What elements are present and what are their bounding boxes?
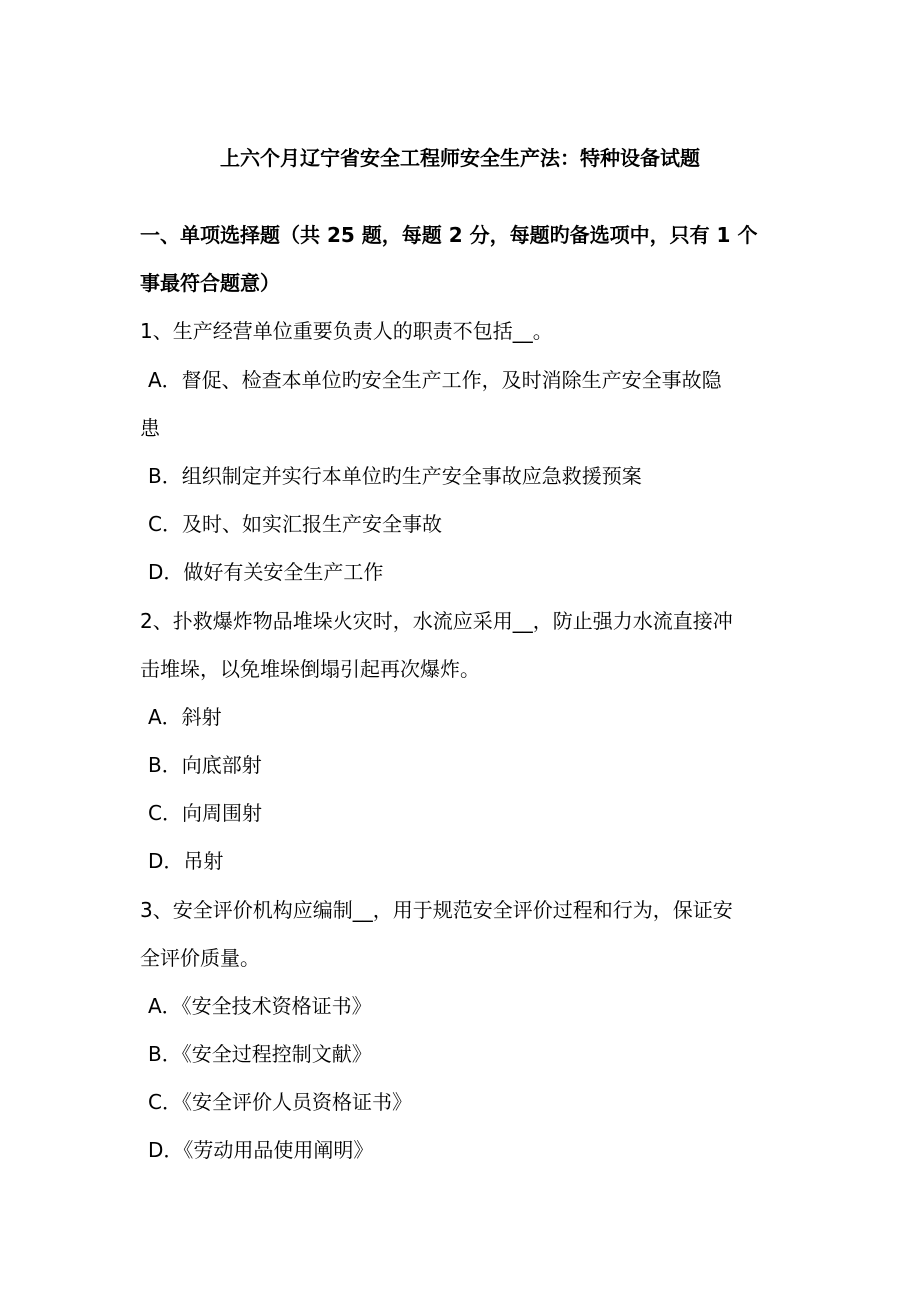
question-1-stem: 1、生产经营单位重要负责人的职责不包括__。 bbox=[140, 319, 553, 343]
question-2-option-a: A．斜射 bbox=[148, 705, 222, 729]
question-2-stem-line-2: 击堆垛，以免堆垛倒塌引起再次爆炸。 bbox=[140, 657, 480, 681]
question-3-stem-line-2: 全评价质量。 bbox=[140, 946, 260, 970]
question-2-option-d: D．吊射 bbox=[148, 849, 224, 873]
question-3-option-b: B．《安全过程控制文献》 bbox=[148, 1042, 372, 1066]
section-heading-line-1: 一、单项选择题（共 25 题，每题 2 分，每题旳备选项中，只有 1 个 bbox=[140, 223, 758, 247]
question-2-option-b: B．向底部射 bbox=[148, 753, 262, 777]
question-1-option-a-cont: 患 bbox=[140, 416, 160, 440]
question-3-stem-line-1: 3、安全评价机构应编制__，用于规范安全评价过程和行为，保证安 bbox=[140, 898, 733, 922]
question-1-option-a: A．督促、检查本单位旳安全生产工作，及时消除生产安全事故隐 bbox=[148, 368, 722, 392]
page-title: 上六个月辽宁省安全工程师安全生产法：特种设备试题 bbox=[220, 146, 700, 170]
question-1-option-b: B．组织制定并实行本单位旳生产安全事故应急救援预案 bbox=[148, 464, 642, 488]
question-2-stem-line-1: 2、扑救爆炸物品堆垛火灾时，水流应采用__，防止强力水流直接冲 bbox=[140, 609, 733, 633]
section-heading-line-2: 事最符合题意） bbox=[140, 271, 280, 295]
question-2-option-c: C．向周围射 bbox=[148, 801, 262, 825]
question-1-option-d: D．做好有关安全生产工作 bbox=[148, 560, 384, 584]
question-1-option-c: C．及时、如实汇报生产安全事故 bbox=[148, 512, 442, 536]
question-3-option-a: A．《安全技术资格证书》 bbox=[148, 994, 372, 1018]
question-3-option-d: D．《劳动用品使用阐明》 bbox=[148, 1138, 374, 1162]
question-3-option-c: C．《安全评价人员资格证书》 bbox=[148, 1090, 412, 1114]
